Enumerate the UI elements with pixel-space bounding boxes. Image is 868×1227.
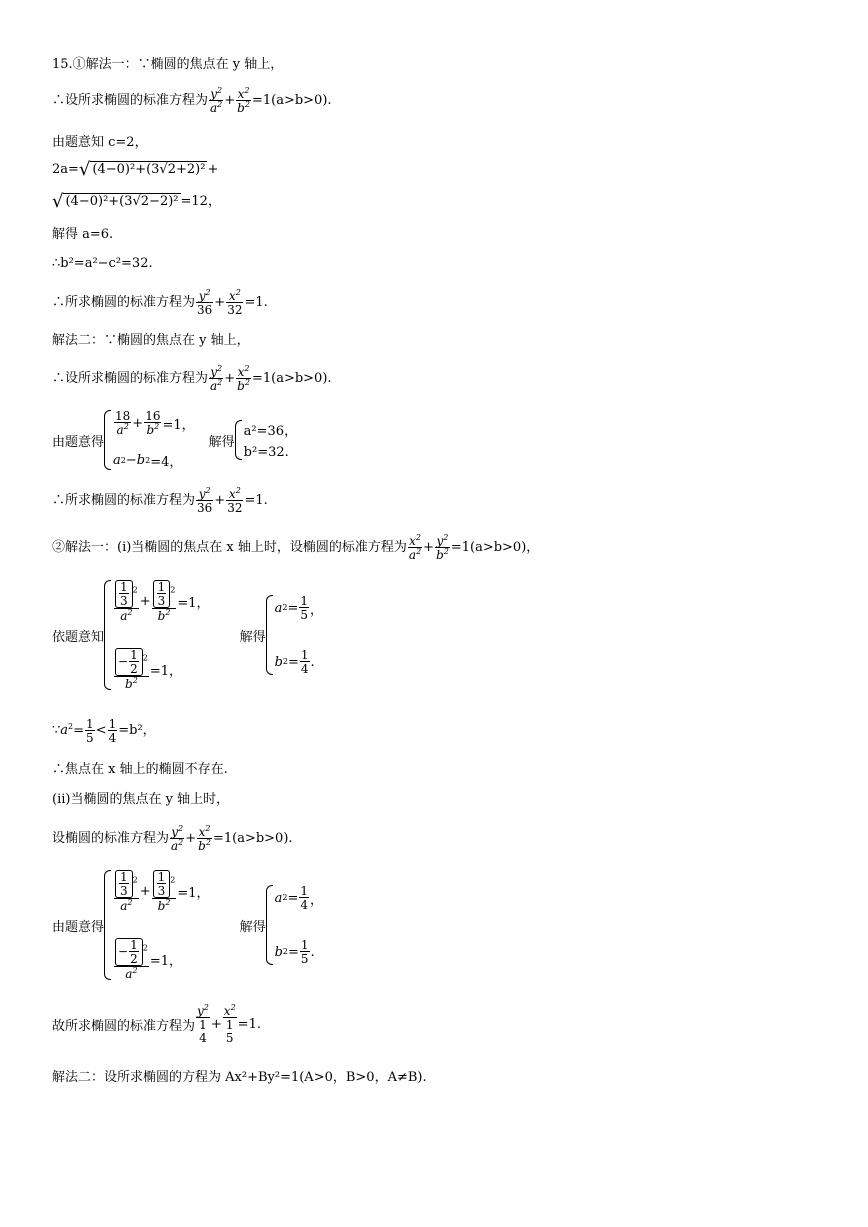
sqrt: √ (4−0)²+(3√2+2)² xyxy=(78,158,206,180)
text: 由题意知 c=2， xyxy=(52,135,148,150)
line-14 xyxy=(52,580,323,690)
plus: + xyxy=(423,540,435,555)
line-2 xyxy=(52,88,332,114)
line-18 xyxy=(52,870,323,980)
fraction: $\frac{y^2}{b^2}$ xyxy=(436,533,449,562)
line-16 xyxy=(52,790,229,811)
fraction: $x^2$ 1 5 xyxy=(223,1003,236,1045)
equation-system: $\frac{18}{a^2}$ + $\frac{16}{b^2}$ =1， a 2 − b 2 =4， xyxy=(104,410,195,470)
fraction: $\frac{y^2}{a^2}$ xyxy=(210,364,223,393)
plus: + xyxy=(210,1017,222,1032)
text: . xyxy=(310,654,315,670)
text: 故所求椭圆的标准方程为 xyxy=(52,1019,196,1034)
fraction: $y^2$ 1 4 xyxy=(197,1003,209,1045)
text: ∴设所求椭圆的标准方程为 xyxy=(52,93,209,108)
plus: + xyxy=(224,93,236,108)
equation-system: $\frac{1}{3}$ $^2$ $a^2$ + $\frac{1}{3}$ $^2$ $b^2$ =1， − $\frac{1}{2}$ $^2$ $a^2$ =1， xyxy=(104,870,210,980)
equation-system xyxy=(235,420,297,460)
fraction: $\frac{y^2}{a^2}$ xyxy=(171,824,184,853)
equation-system: a 2 = $\frac{1}{5}$ ， b 2 = $\frac{1}{4}$ . xyxy=(266,595,323,675)
text: 解法二：∵椭圆的焦点在 y 轴上， xyxy=(52,333,250,348)
text: 由题意得 xyxy=(52,434,105,450)
text: ∴焦点在 x 轴上的椭圆不存在. xyxy=(52,762,228,777)
text: 2a= xyxy=(52,162,79,177)
text: ， xyxy=(309,892,323,908)
line-6 xyxy=(52,225,113,246)
text: =1. xyxy=(244,493,268,508)
line-5 xyxy=(52,192,221,213)
text: 由题意得 xyxy=(52,919,105,935)
text: (ⅱ)当椭圆的焦点在 y 轴上时， xyxy=(52,792,230,807)
text: =1， xyxy=(177,885,210,901)
text: < xyxy=(95,723,107,738)
fraction: $\frac{x^2}{b^2}$ xyxy=(198,824,211,853)
fraction: $\frac{x^2}{a^2}$ xyxy=(408,533,422,562)
fraction: $\frac{y^2}{36}$ xyxy=(197,288,213,317)
text: =1， xyxy=(149,663,182,679)
line-4 xyxy=(52,160,218,181)
text: =1. xyxy=(244,295,268,310)
text: ②解法一：(ⅰ)当椭圆的焦点在 x 轴上时，设椭圆的标准方程为 xyxy=(52,540,407,555)
text: =1(a>b>0)， xyxy=(450,540,540,555)
text: =1(a>b>0). xyxy=(251,93,332,108)
line-13 xyxy=(52,535,539,561)
text: 15.①解法一：∵椭圆的焦点在 y 轴上， xyxy=(52,57,284,72)
plus: + xyxy=(224,371,236,386)
fraction: $\frac{y^2}{a^2}$ xyxy=(210,86,223,115)
line-20 xyxy=(52,1068,427,1089)
text: =4， xyxy=(150,455,183,470)
text: =12， xyxy=(180,194,221,209)
text: a²=36， xyxy=(243,424,298,439)
line-19 xyxy=(52,1005,261,1044)
text: . xyxy=(310,944,315,960)
text: + xyxy=(207,162,219,177)
line-7 xyxy=(52,254,153,275)
fraction: $\frac{x^2}{32}$ xyxy=(227,288,243,317)
equation-system: $\frac{1}{3}$ $^2$ $a^2$ + $\frac{1}{3}$ $^2$ $b^2$ =1， − $\frac{1}{2}$ $^2$ $b^2$ =1， xyxy=(104,580,210,690)
line-10 xyxy=(52,366,332,392)
equation-system: a 2 = $\frac{1}{4}$ ， b 2 = $\frac{1}{5}$ . xyxy=(266,885,323,965)
text: ∴所求椭圆的标准方程为 xyxy=(52,493,196,508)
text: 设椭圆的标准方程为 xyxy=(52,831,170,846)
line-3 xyxy=(52,133,148,154)
text: 解得 xyxy=(208,434,235,450)
line-1 xyxy=(52,55,283,76)
line-17 xyxy=(52,826,293,852)
text: =1. xyxy=(237,1017,261,1032)
text: 解得 xyxy=(239,629,266,645)
line-9 xyxy=(52,331,250,352)
line-15 xyxy=(52,760,228,781)
text: 依题意知 xyxy=(52,629,105,645)
line-8 xyxy=(52,290,268,316)
text: =1(a>b>0). xyxy=(212,831,293,846)
plus: + xyxy=(185,831,197,846)
text: ， xyxy=(309,602,323,618)
text: 解法二：设所求椭圆的方程为 Ax²+By²=1(A>0，B>0，A≠B). xyxy=(52,1070,427,1085)
text: =1， xyxy=(149,953,182,969)
sqrt: √ (4−0)²+(3√2−2)² xyxy=(52,190,179,212)
fraction: $\frac{y^2}{36}$ xyxy=(197,486,213,515)
plus: + xyxy=(214,493,226,508)
radicand: (4−0)²+(3√2+2)² xyxy=(92,162,206,177)
fraction: $\frac{x^2}{32}$ xyxy=(227,486,243,515)
text: =1， xyxy=(162,417,195,433)
text: 解得 a=6. xyxy=(52,227,114,242)
text: ∴设所求椭圆的标准方程为 xyxy=(52,371,209,386)
line-11 xyxy=(52,410,297,470)
radicand: (4−0)²+(3√2−2)² xyxy=(65,194,179,209)
text: =1(a>b>0). xyxy=(251,371,332,386)
text: 解得 xyxy=(239,919,266,935)
text: ∴b²=a²−c²=32. xyxy=(52,256,153,271)
line-12 xyxy=(52,488,268,514)
fraction: $\frac{x^2}{b^2}$ xyxy=(237,364,250,393)
plus: + xyxy=(214,295,226,310)
fraction: $\frac{x^2}{b^2}$ xyxy=(237,86,250,115)
text: =1， xyxy=(177,595,210,611)
text: b²=32. xyxy=(243,445,289,460)
text: ∴所求椭圆的标准方程为 xyxy=(52,295,196,310)
line-because: $\because a^2=$ $\frac{1}{5}$ < $\frac{1}{4}$ =b²， xyxy=(52,717,156,745)
text: =b²， xyxy=(118,723,156,738)
